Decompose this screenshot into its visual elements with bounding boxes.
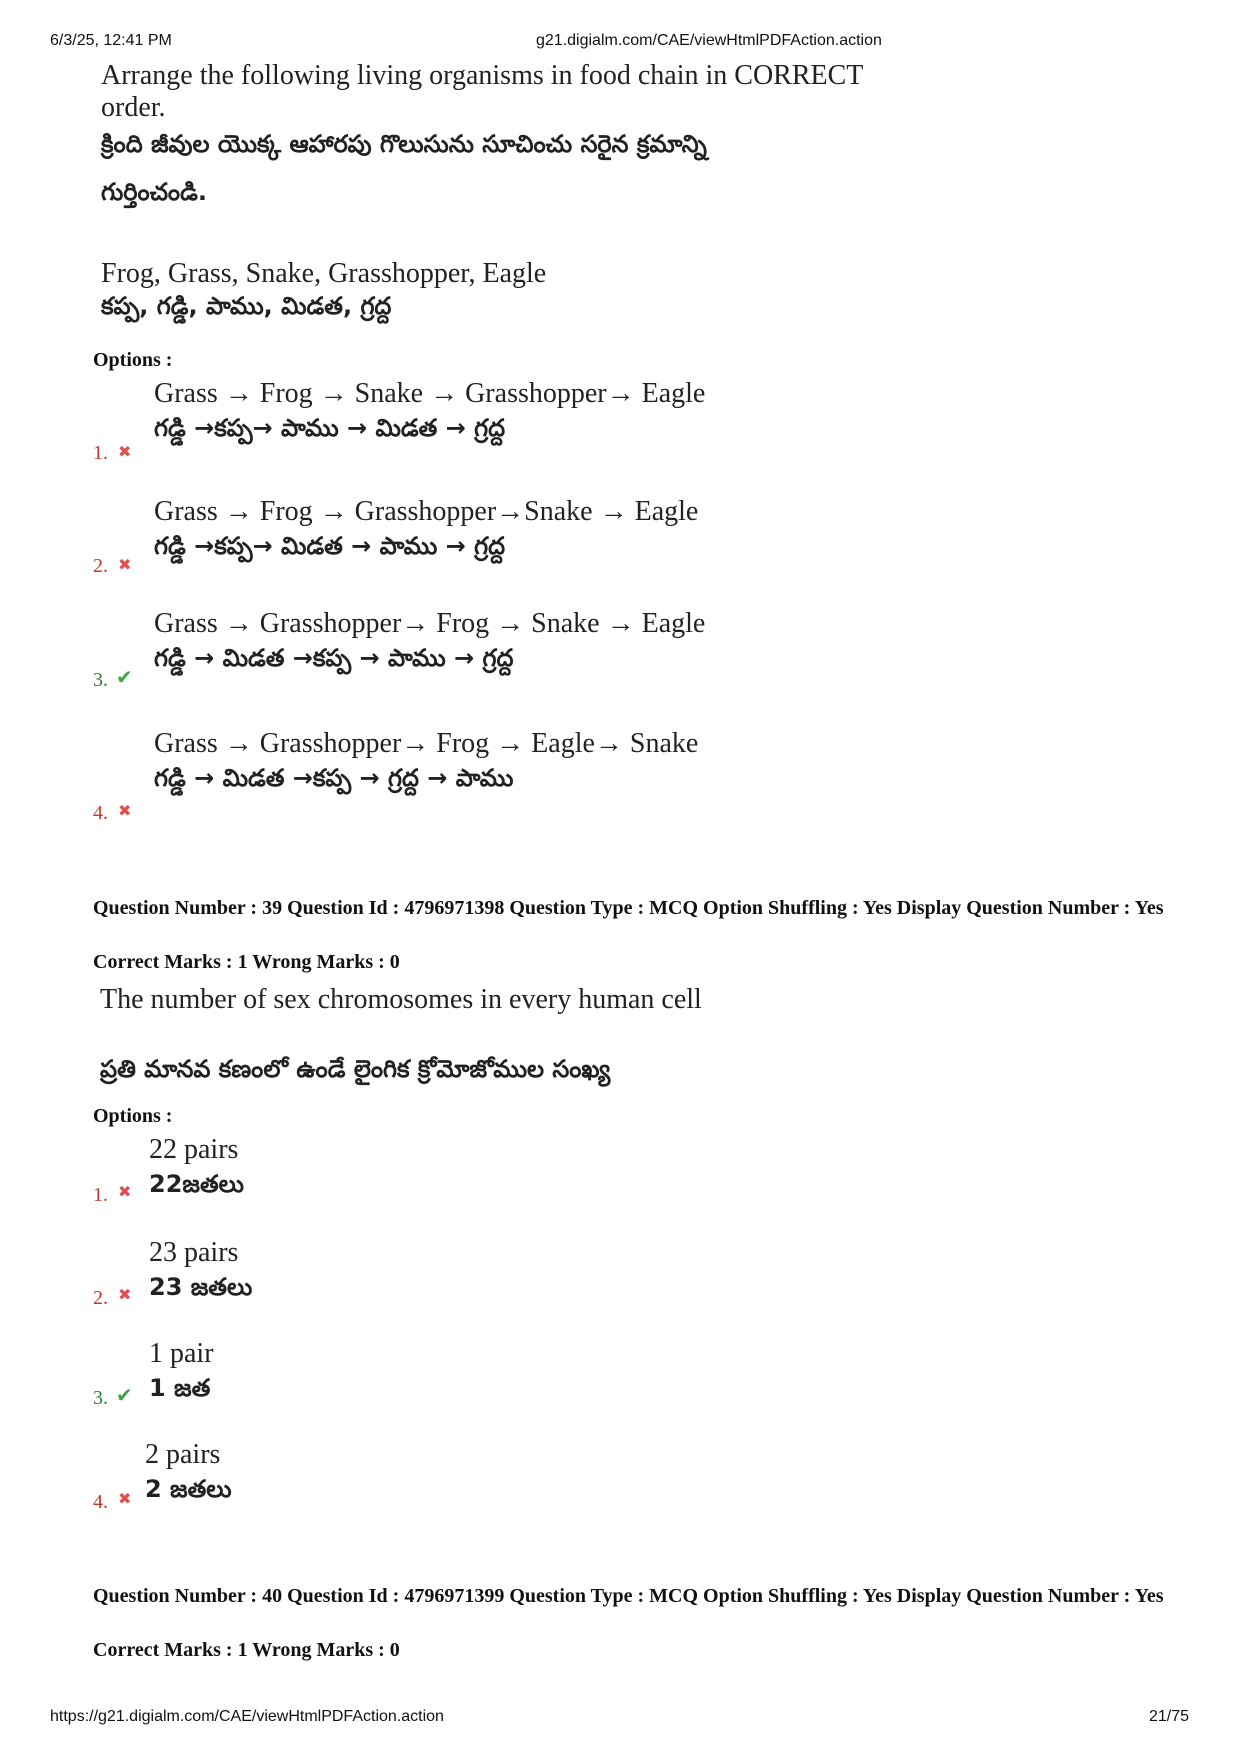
q39-option-3-en: 1 pair xyxy=(149,1338,214,1369)
q38-option-3-number: 3. xyxy=(93,669,108,691)
q39-option-3-te: 1 జత xyxy=(149,1374,211,1402)
q38-option-4-te: గడ్డి → మిడత →కప్ప → గ్రద్ద → పాము xyxy=(154,764,514,792)
print-datetime: 6/3/25, 12:41 PM xyxy=(50,32,172,49)
options-label: Options : xyxy=(93,349,173,371)
q39-option-1-en: 22 pairs xyxy=(149,1134,239,1165)
correct-check-icon: ✔ xyxy=(116,665,133,689)
q39-option-2-number: 2. xyxy=(93,1287,108,1309)
question-text-en-line2: order. xyxy=(101,92,166,123)
q39-option-4-number: 4. xyxy=(93,1491,108,1513)
q38-option-1-te: గడ్డి →కప్ప→ పాము → మిడత → గ్రద్ద xyxy=(154,414,506,442)
question-39-text-te: ప్రతి మానవ కణంలో ఉండే లైంగిక క్రోమోజోముల సంఖ్య xyxy=(100,1055,611,1083)
wrong-mark-icon: ✖ xyxy=(118,442,132,461)
question-text-en-line1: Arrange the following living organisms in food chain in CORRECT xyxy=(101,60,864,91)
q38-option-1-number: 1. xyxy=(93,442,108,464)
wrong-mark-icon: ✖ xyxy=(118,1182,132,1201)
q38-option-2-en: Grass → Frog → Grasshopper→Snake → Eagle xyxy=(154,496,699,527)
q38-option-2-number: 2. xyxy=(93,555,108,577)
q38-option-2-te: గడ్డి →కప్ప→ మిడత → పాము → గ్రద్ద xyxy=(154,532,506,560)
question-text-te-line2: గుర్తించండి. xyxy=(101,178,207,206)
question-39-marks: Correct Marks : 1 Wrong Marks : 0 xyxy=(93,951,400,973)
question-39-meta: Question Number : 39 Question Id : 4796971398 Question Type : MCQ Option Shuffling : Yes Display Question Number : Yes xyxy=(93,897,1164,919)
question-39-text-en: The number of sex chromosomes in every human cell xyxy=(100,984,702,1015)
q39-option-1-number: 1. xyxy=(93,1184,108,1206)
correct-check-icon: ✔ xyxy=(116,1383,133,1407)
q38-option-4-en: Grass → Grasshopper→ Frog → Eagle→ Snake xyxy=(154,728,699,759)
q38-option-3-te: గడ్డి → మిడత →కప్ప → పాము → గ్రద్ద xyxy=(154,644,514,672)
wrong-mark-icon: ✖ xyxy=(118,1285,132,1304)
q38-option-3-en: Grass → Grasshopper→ Frog → Snake → Eagle xyxy=(154,608,706,639)
footer-url: https://g21.digialm.com/CAE/viewHtmlPDFAction.action xyxy=(50,1708,444,1725)
wrong-mark-icon: ✖ xyxy=(118,555,132,574)
page-number: 21/75 xyxy=(1149,1708,1190,1725)
q39-option-2-en: 23 pairs xyxy=(149,1237,239,1268)
wrong-mark-icon: ✖ xyxy=(118,801,132,820)
q39-option-4-en: 2 pairs xyxy=(145,1439,221,1470)
q39-option-4-te: 2 జతలు xyxy=(145,1475,232,1503)
organisms-en: Frog, Grass, Snake, Grasshopper, Eagle xyxy=(101,258,547,289)
q38-option-1-en: Grass → Frog → Snake → Grasshopper→ Eagle xyxy=(154,378,706,409)
question-text-te-line1: క్రింది జీవుల యొక్క ఆహారపు గొలుసును సూచించు సరైన క్రమాన్ని xyxy=(101,130,707,158)
options-label: Options : xyxy=(93,1105,173,1127)
q39-option-1-te: 22జతలు xyxy=(149,1170,244,1198)
question-40-marks: Correct Marks : 1 Wrong Marks : 0 xyxy=(93,1639,400,1661)
q39-option-3-number: 3. xyxy=(93,1387,108,1409)
q38-option-4-number: 4. xyxy=(93,802,108,824)
wrong-mark-icon: ✖ xyxy=(118,1489,132,1508)
q39-option-2-te: 23 జతలు xyxy=(149,1273,253,1301)
header-url: g21.digialm.com/CAE/viewHtmlPDFAction.action xyxy=(536,32,882,49)
question-40-meta: Question Number : 40 Question Id : 4796971399 Question Type : MCQ Option Shuffling : Yes Display Question Number : Yes xyxy=(93,1585,1164,1607)
organisms-te: కప్ప, గడ్డి, పాము, మిడత, గ్రద్ద xyxy=(101,292,392,320)
